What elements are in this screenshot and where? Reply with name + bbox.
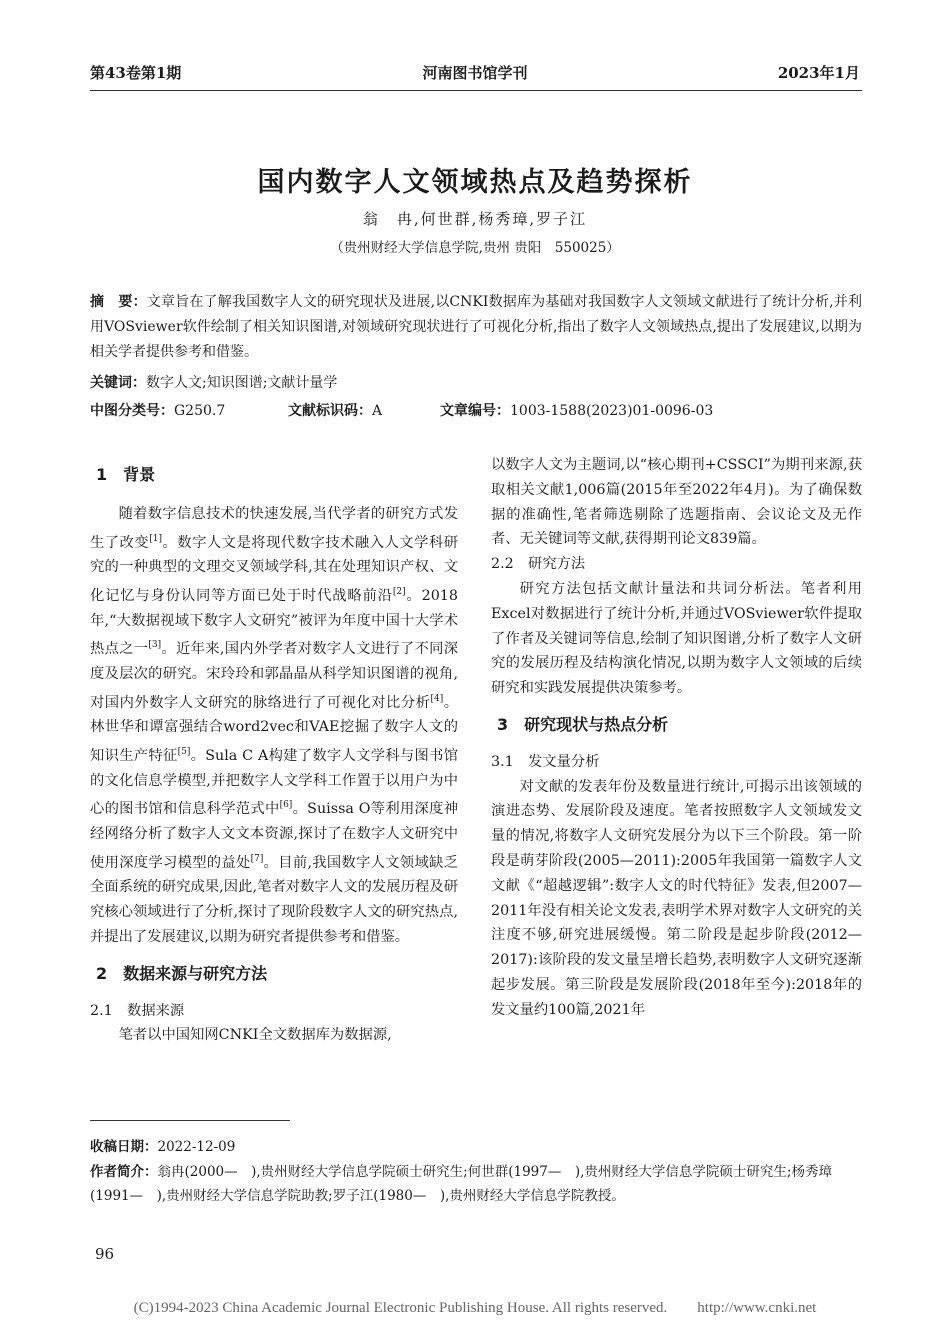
header-journal: 河南图书馆学刊: [422, 64, 528, 82]
keywords-label: 关键词：: [90, 375, 146, 391]
header-volume: 第43卷第1期: [90, 64, 182, 82]
affiliation: （贵州财经大学信息学院,贵州 贵阳 550025）: [330, 240, 620, 256]
section-2-2-heading: 2.2 研究方法: [491, 556, 586, 573]
keywords: [90, 372, 337, 392]
ref-2: [2]: [392, 586, 406, 597]
left-column: [90, 463, 458, 1048]
page-number: 96: [95, 1245, 115, 1263]
article-label: 文章编号：: [440, 403, 510, 419]
bio-text: 翁冉(2000— ),贵州财经大学信息学院硕士研究生;何世群(1997— ),贵州财经大学信息学院硕士研究生;杨秀璋(1991— ),贵州财经大学信息学院助教;罗子江(1980— ),贵州财经大学信息学院教授。: [90, 1164, 832, 1204]
ref-7: [7]: [250, 853, 264, 864]
doc-value: A: [372, 403, 383, 419]
abstract-label: 摘 要：: [90, 294, 147, 310]
clc-number: [90, 400, 225, 420]
section-2-heading: 2 数据来源与研究方法: [96, 963, 268, 983]
ref-4: [4]: [430, 693, 444, 704]
abstract-text: 文章旨在了解我国数字人文的研究现状及进展,以CNKI数据库为基础对我国数字人文领域文献进行了统计分析,并利用VOSviewer软件绘制了相关知识图谱,对领域研究现状进行了可视化分析,指出了数字人文领域热点,提出了发展建议,以期为相关学者提供参考和借鉴。: [90, 294, 862, 360]
right-column: [491, 453, 862, 1023]
keywords-text: 数字人文;知识图谱;文献计量学: [146, 375, 338, 391]
clc-value: G250.7: [174, 403, 226, 419]
section-3-heading: 3 研究现状与热点分析: [497, 714, 669, 734]
header-rule: [90, 90, 862, 91]
section-2-1-heading: 2.1 数据来源: [90, 1002, 185, 1019]
received-date: [90, 1135, 862, 1159]
abstract: [90, 290, 862, 365]
ref-1: [1]: [149, 533, 162, 544]
section-2-1-continued: 以数字人文为主题词,以“核心期刊+CSSCI”为期刊来源,获取相关文献1,006篇(2015年至2022年4月)。为了确保数据的准确性,笔者筛选剔除了选题指南、会议论文及无作者、无关键词等文献,获得期刊论文839篇。: [491, 457, 862, 548]
header-date: 2023年1月: [777, 64, 860, 82]
received-label: 收稿日期：: [90, 1139, 158, 1155]
article-title: 国内数字人文领域热点及趋势探析: [257, 167, 693, 198]
ref-6: [6]: [279, 800, 293, 811]
doc-code: [288, 400, 382, 420]
doc-label: 文献标识码：: [288, 403, 372, 419]
section-3-1-heading: 3.1 发文量分析: [491, 753, 600, 770]
bio-label: 作者简介：: [90, 1164, 158, 1180]
section-3-1-paragraph: 对文献的发表年份及数量进行统计,可揭示出该领域的演进态势、发展阶段及速度。笔者按照数字人文领域发文量的情况,将数字人文研究发展分为以下三个阶段。第一阶段是萌芽阶段(2005—2011):2005年我国第一篇数字人文文献《“超越逻辑”:数字人文的时代特征》发表,但2007—2011年没有相关论文发表,表明学术界对数字人文研究的关注度不够,研究进展缓慢。第二阶段是起步阶段(2012—2017):该阶段的发文量呈增长趋势,表明数字人文研究逐渐起步发展。第三阶段是发展阶段(2018年至今):2018年的发文量约100篇,2021年: [491, 778, 862, 1018]
received-value: 2022-12-09: [157, 1139, 236, 1155]
article-number: [440, 400, 713, 420]
copyright-footer: (C)1994-2023 China Academic Journal Electronic Publishing House. All rights reserved. http://www.cnki.net: [133, 1300, 817, 1316]
section-2-2-paragraph: 研究方法包括文献计量法和共词分析法。笔者利用Excel对数据进行了统计分析,并通过VOSviewer软件提取了作者及关键词等信息,绘制了知识图谱,分析了数字人文研究的发展历程及结构演化情况,以期为数字人文领域的后续研究和实践发展提供决策参考。: [491, 580, 862, 697]
section-1-paragraph: 随着数字信息技术的快速发展,当代学者的研究方式发生了改变[1]。数字人文是将现代数字技术融入人文学科研究的一种典型的文理交叉领域学科,其在处理知识产权、文化记忆与身份认同等方面已处于时代战略前沿[2]。2018年,“大数据视域下数字人文研究”被评为年度中国十大学术热点之一[3]。近年来,国内外学者对数字人文进行了不同深度及层次的研究。宋玲玲和郭晶晶从科学知识图谱的视角,对国内外数字人文研究的脉络进行了可视化对比分析[4]。林世华和谭富强结合word2vec和VAE挖掘了数字人文的知识生产特征[5]。Sula C A构建了数字人文学科与图书馆的文化信息学模型,并把数字人文学科工作置于以用户为中心的图书馆和信息科学范式中[6]。Suissa O等利用深度神经网络分析了数字人文文本资源,探讨了在数字人文研究中使用深度学习模型的益处[7]。目前,我国数字人文领域缺乏全面系统的研究成果,因此,笔者对数字人文的发展历程及研究核心领域进行了分析,探讨了现阶段数字人文的研究热点,并提出了发展建议,以期为研究者提供参考和借鉴。: [90, 505, 459, 945]
footnote-rule: [90, 1120, 290, 1121]
ref-3: [3]: [148, 640, 162, 651]
clc-label: 中图分类号：: [90, 403, 174, 419]
ref-5: [5]: [177, 747, 191, 758]
author-list: 翁 冉,何世群,杨秀璋,罗子江: [362, 210, 588, 228]
article-value: 1003-1588(2023)01-0096-03: [510, 403, 714, 419]
section-2-1-paragraph: 笔者以中国知网CNKI全文数据库为数据源,: [118, 1027, 392, 1044]
author-bio: [90, 1160, 862, 1208]
section-1-heading: 1 背景: [96, 465, 156, 484]
